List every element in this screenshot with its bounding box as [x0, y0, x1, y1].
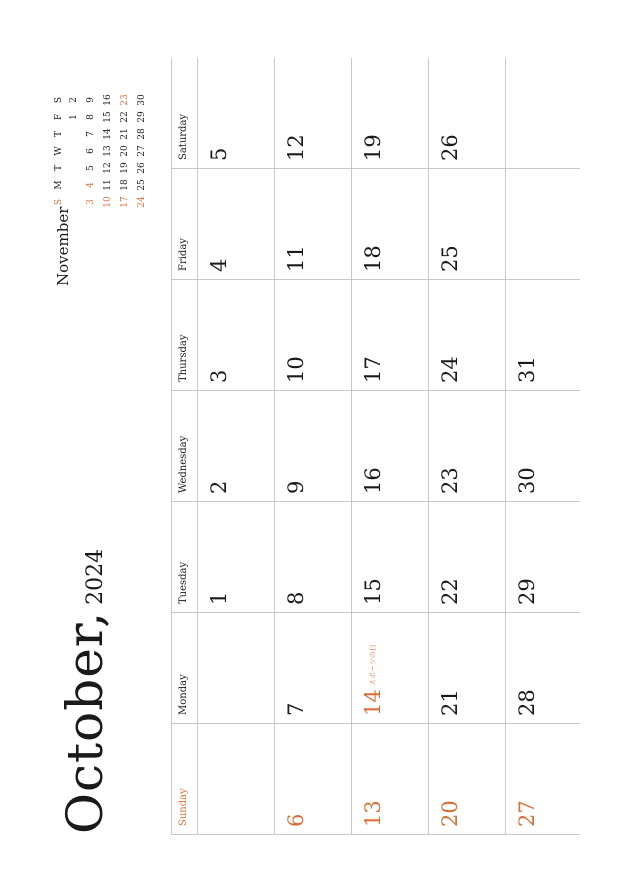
day-number: 25 [438, 245, 462, 272]
day-cell[interactable] [274, 280, 351, 391]
mini-day-number: 16 [103, 94, 113, 106]
day-number: 2 [207, 480, 231, 494]
mini-day-number: 11 [103, 179, 113, 191]
weekday-header-monday: Monday [178, 674, 189, 715]
day-cell[interactable] [505, 280, 582, 391]
day-cell[interactable] [197, 280, 274, 391]
day-cell[interactable] [351, 58, 428, 169]
mini-day-number: 25 [137, 179, 147, 191]
day-number: 30 [515, 467, 539, 494]
day-cell[interactable] [197, 391, 274, 502]
day-cell[interactable] [505, 58, 582, 169]
day-number: 6 [284, 813, 308, 827]
day-number: 10 [284, 356, 308, 383]
mini-day-number: 20 [120, 145, 130, 157]
mini-day-number: 7 [86, 131, 96, 137]
weekday-header-tuesday: Tuesday [178, 561, 189, 604]
weekday-header-friday: Friday [178, 238, 189, 271]
day-cell[interactable] [274, 613, 351, 724]
day-number: 5 [207, 147, 231, 161]
day-cell[interactable] [428, 613, 505, 724]
day-cell[interactable] [274, 169, 351, 280]
mini-day-number: 2 [69, 97, 79, 103]
day-cell[interactable] [274, 724, 351, 835]
mini-day-number: 28 [137, 128, 147, 140]
mini-day-number: 4 [86, 182, 96, 188]
day-number: 16 [361, 467, 385, 494]
day-cell[interactable] [197, 613, 274, 724]
mini-day-number: 9 [86, 97, 96, 103]
day-cell[interactable] [274, 391, 351, 502]
mini-weekday-initial: S [54, 96, 64, 104]
day-number: 29 [515, 578, 539, 605]
weekday-header-saturday: Saturday [178, 113, 189, 160]
day-cell[interactable] [351, 613, 428, 724]
day-cell[interactable] [197, 169, 274, 280]
day-cell[interactable] [505, 502, 582, 613]
day-cell[interactable] [197, 58, 274, 169]
day-cell[interactable] [351, 724, 428, 835]
mini-day-number: 24 [137, 196, 147, 208]
weekday-header-sunday: Sunday [178, 788, 189, 826]
day-cell[interactable] [505, 391, 582, 502]
mini-weekday-initial: W [54, 146, 64, 156]
mini-day-number: 18 [120, 179, 130, 191]
day-cell[interactable] [351, 169, 428, 280]
holiday-label: スポーツの日 [369, 644, 377, 686]
mini-day-number: 27 [137, 145, 147, 157]
mini-weekday-initial: M [54, 180, 64, 190]
day-cell[interactable] [428, 280, 505, 391]
day-number: 22 [438, 578, 462, 605]
mini-day-number: 17 [120, 196, 130, 208]
day-number: 19 [361, 134, 385, 161]
mini-weekday-initial: F [54, 113, 64, 121]
day-cell[interactable] [197, 502, 274, 613]
day-cell[interactable] [274, 502, 351, 613]
day-cell[interactable] [274, 58, 351, 169]
year-title: 2024 [83, 548, 108, 605]
day-cell[interactable] [505, 613, 582, 724]
mini-day-number: 19 [120, 162, 130, 174]
day-number: 24 [438, 356, 462, 383]
mini-calendar-november [52, 56, 152, 286]
mini-day-number: 12 [103, 162, 113, 174]
mini-day-number: 3 [86, 199, 96, 205]
day-number: 9 [284, 480, 308, 494]
mini-weekday-initial: S [54, 198, 64, 206]
weekday-header-thursday: Thursday [178, 334, 189, 382]
month-grid [171, 58, 580, 835]
day-number: 15 [361, 578, 385, 605]
day-number: 8 [284, 591, 308, 605]
calendar-title [56, 549, 114, 834]
mini-weekday-initial: T [54, 165, 64, 172]
mini-day-number: 6 [86, 148, 96, 154]
day-number: 21 [438, 689, 462, 716]
mini-weekday-initial: T [54, 131, 64, 138]
day-number: 18 [361, 245, 385, 272]
mini-day-number: 30 [137, 94, 147, 106]
day-number: 20 [438, 800, 462, 827]
day-number: 28 [515, 689, 539, 716]
mini-day-number: 23 [120, 94, 130, 106]
mini-day-number: 15 [103, 111, 113, 123]
mini-day-number: 10 [103, 196, 113, 208]
day-number: 7 [284, 702, 308, 716]
mini-day-number: 21 [120, 128, 130, 140]
day-number: 17 [361, 356, 385, 383]
mini-day-number: 13 [103, 145, 113, 157]
day-number: 12 [284, 134, 308, 161]
mini-day-number: 14 [103, 128, 113, 140]
mini-day-number: 22 [120, 111, 130, 123]
weekday-header-wednesday: Wednesday [178, 435, 189, 493]
day-cell[interactable] [428, 169, 505, 280]
day-number: 3 [207, 369, 231, 383]
mini-day-number: 26 [137, 162, 147, 174]
day-cell[interactable] [197, 724, 274, 835]
day-number: 14 [361, 689, 385, 716]
day-cell[interactable] [351, 502, 428, 613]
day-cell[interactable] [428, 391, 505, 502]
mini-day-number: 1 [69, 114, 79, 120]
day-number: 31 [515, 356, 539, 383]
mini-day-number: 29 [137, 111, 147, 123]
mini-calendar-month: November [54, 206, 72, 286]
mini-day-number: 8 [86, 114, 96, 120]
day-cell[interactable] [505, 724, 582, 835]
day-cell[interactable] [351, 391, 428, 502]
day-cell[interactable] [505, 169, 582, 280]
mini-day-number: 5 [86, 165, 96, 171]
day-number: 13 [361, 800, 385, 827]
day-number: 4 [207, 258, 231, 272]
day-cell[interactable] [428, 724, 505, 835]
day-number: 1 [207, 591, 231, 605]
month-title: October, [56, 610, 114, 834]
day-number: 11 [284, 245, 308, 272]
day-cell[interactable] [351, 280, 428, 391]
day-number: 26 [438, 134, 462, 161]
day-number: 27 [515, 800, 539, 827]
weekday-header-row [171, 58, 197, 835]
day-cell[interactable] [428, 58, 505, 169]
day-number: 23 [438, 467, 462, 494]
day-cell[interactable] [428, 502, 505, 613]
